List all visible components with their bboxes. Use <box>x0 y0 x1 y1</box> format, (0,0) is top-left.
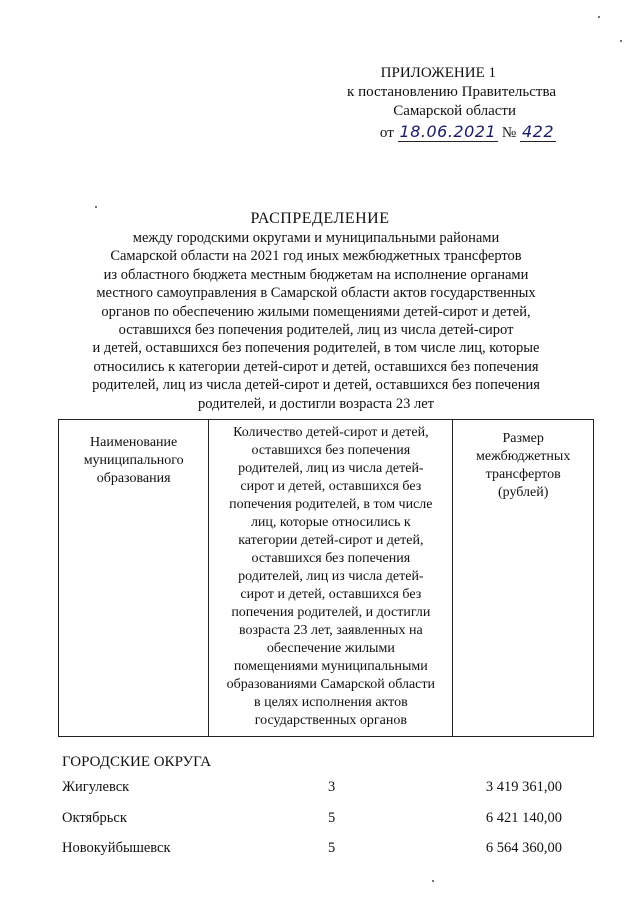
row-count: 3 <box>328 779 336 795</box>
table-row <box>62 810 562 830</box>
subtitle-line: между городскими округами и муниципальными районами <box>132 230 500 246</box>
row-name: Новокуйбышевск <box>62 840 171 856</box>
row-amount: 6 564 360,00 <box>485 840 562 856</box>
header-transfer-amount <box>453 420 594 737</box>
subtitle-line: органов по обеспечению жилыми помещениями детей-сирот и детей, <box>101 303 531 320</box>
row-amount: 6 421 140,00 <box>485 810 562 826</box>
row-count: 5 <box>328 810 336 826</box>
scan-speck <box>432 880 434 882</box>
number-sign: № <box>501 125 517 141</box>
appendix-date-line <box>296 122 556 143</box>
row-amount: 3 419 361,00 <box>485 779 562 795</box>
handwritten-date: 18.06.2021 <box>399 122 497 141</box>
header-line: сирот и детей, оставшихся без <box>240 587 422 602</box>
header-line: в целях исполнения актов <box>253 695 408 710</box>
subtitle-line: родителей, и достигли возраста 23 лет <box>198 395 434 412</box>
subtitle-line: родителей, лиц из числа детей-сирот и детей, оставшихся без попечения <box>92 377 540 394</box>
header-line: межбюджетных <box>476 449 571 464</box>
header-line: обеспечение жилыми <box>266 641 395 656</box>
header-line: помещениями муниципальными <box>233 659 428 674</box>
header-line: лиц, которые относились к <box>250 515 411 530</box>
scan-speck <box>95 206 97 208</box>
subtitle-line: относились к категории детей-сирот и детей, оставшихся без попечения <box>93 358 539 375</box>
handwritten-number: 422 <box>521 122 554 141</box>
header-line: образованиями Самарской области <box>226 677 435 692</box>
header-line: категории детей-сирот и детей, <box>238 533 424 548</box>
appendix-title: ПРИЛОЖЕНИЕ 1 <box>380 65 496 81</box>
header-line: Наименование <box>90 435 178 450</box>
table-header <box>58 419 594 737</box>
table-row <box>62 840 562 860</box>
header-children-count <box>209 420 453 737</box>
header-line: Размер <box>502 431 544 446</box>
subtitle-line: Самарской области на 2021 год иных межбюджетных трансфертов <box>110 248 522 265</box>
appendix-region-line: Самарской области <box>393 103 516 119</box>
subtitle-line: из областного бюджета местным бюджетам на исполнение органами <box>103 266 529 283</box>
appendix-block <box>296 64 556 143</box>
header-line: оставшихся без попечения <box>251 443 411 458</box>
scan-speck <box>598 16 600 18</box>
header-line: родителей, лиц из числа детей- <box>238 569 424 584</box>
header-line: государственных органов <box>254 713 407 728</box>
document-title: РАСПРЕДЕЛЕНИЕ <box>250 210 390 227</box>
date-prefix: от <box>379 125 394 141</box>
subtitle-line: местного самоуправления в Самарской области актов государственных <box>96 285 536 302</box>
header-line: сирот и детей, оставшихся без <box>240 479 422 494</box>
row-name: Октябрьск <box>62 810 127 826</box>
document-subtitle <box>40 229 592 413</box>
header-line: родителей, лиц из числа детей- <box>238 461 424 476</box>
section-city-districts: ГОРОДСКИЕ ОКРУГА <box>62 754 212 770</box>
row-name: Жигулевск <box>62 779 130 795</box>
header-line: образования <box>96 471 171 486</box>
header-line: (рублей) <box>497 485 549 500</box>
header-line: оставшихся без попечения <box>251 551 411 566</box>
appendix-decree-line: к постановлению Правительства <box>347 84 556 100</box>
row-count: 5 <box>328 840 336 856</box>
header-line: трансфертов <box>485 467 561 482</box>
header-line: попечения родителей, и достигли <box>231 605 431 620</box>
header-line: возраста 23 лет, заявленных на <box>239 623 423 638</box>
table-row <box>62 779 562 799</box>
header-line: Количество детей-сирот и детей, <box>233 425 429 440</box>
subtitle-line: и детей, оставшихся без попечения родителей, в том числе лиц, которые <box>92 340 540 357</box>
header-line: попечения родителей, в том числе <box>229 497 433 512</box>
scan-speck <box>620 40 622 42</box>
header-line: муниципального <box>83 453 184 468</box>
subtitle-line: оставшихся без попечения родителей, лиц из числа детей-сирот <box>118 322 514 339</box>
header-municipality <box>59 420 209 737</box>
